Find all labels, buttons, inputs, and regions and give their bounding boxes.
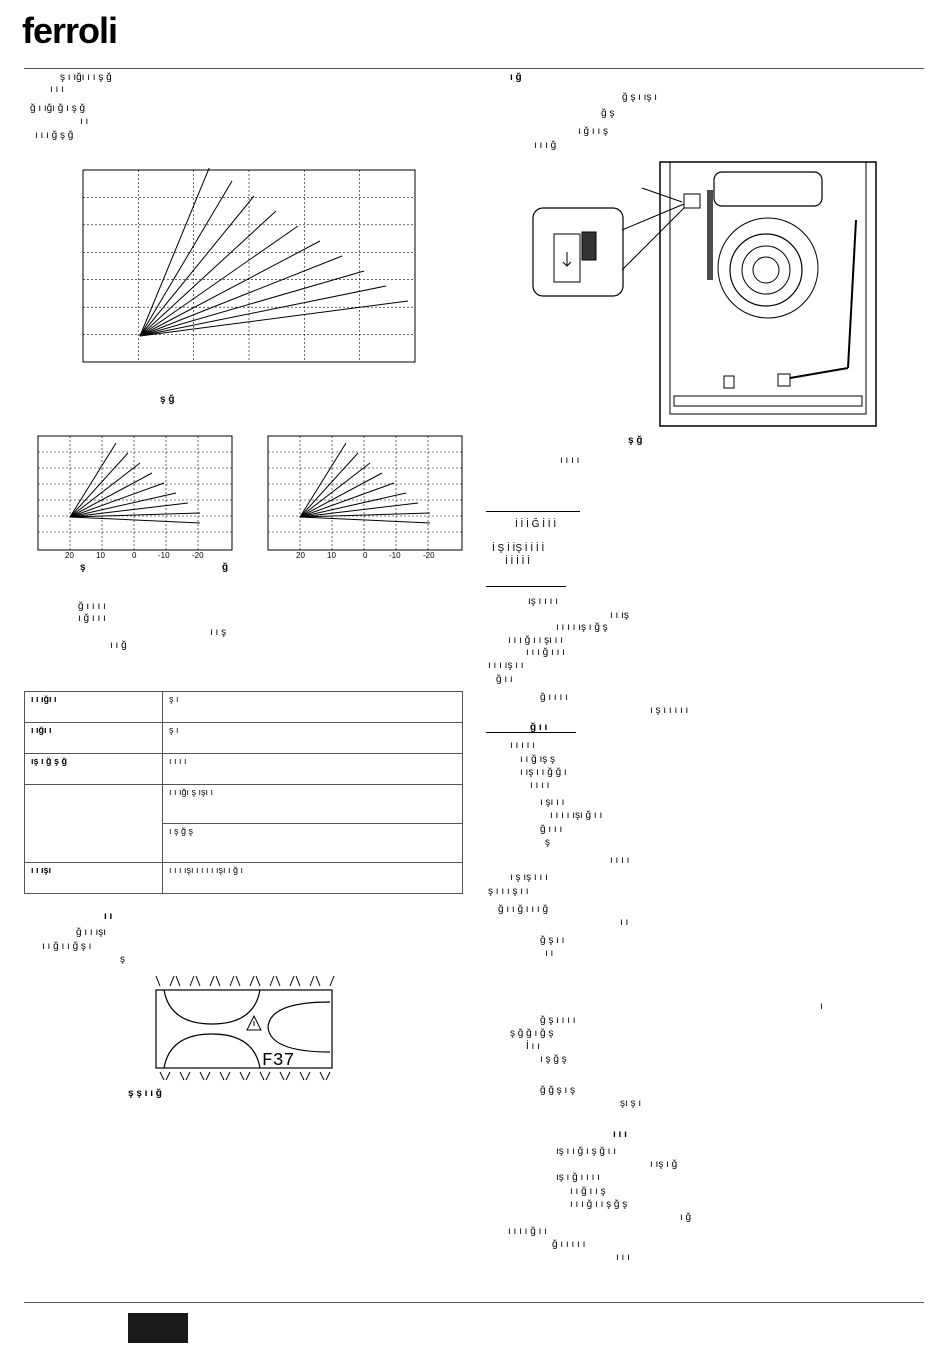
small-chart-left	[36, 435, 234, 551]
blink-ray	[310, 976, 314, 986]
section-line: ı ış ı ı ğ ğ ı	[520, 767, 567, 778]
tick-label: 10	[327, 551, 336, 560]
tick-label: 0	[132, 551, 137, 560]
tick-label: -10	[158, 551, 170, 560]
section-line: İ Ş İ İŞ İ İ İ İ	[492, 543, 545, 554]
blink-ray	[266, 1072, 270, 1080]
section-line: ğ ı ı ı	[540, 824, 563, 835]
blink-ray	[156, 976, 160, 986]
intro-line: ı ı ı ğ ş ğ	[35, 130, 74, 141]
error-code: F37	[262, 1051, 295, 1071]
blink-ray	[190, 976, 194, 986]
section-line: ı ı ı ğ ı ı ı	[526, 647, 565, 658]
display-illustration	[150, 972, 340, 1084]
section-line: İ ı ı	[526, 1041, 540, 1052]
tick-label: 10	[96, 551, 105, 560]
blink-ray	[170, 976, 174, 986]
blink-ray	[246, 1072, 250, 1080]
section-line: ı	[820, 1001, 823, 1012]
display-caption: ş ş ı ı ğ	[128, 1088, 162, 1099]
blink-ray	[306, 1072, 310, 1080]
section-line: ğ ı ı	[496, 674, 513, 685]
blink-ray	[270, 976, 274, 986]
small-chart-right	[266, 435, 464, 551]
section-line: ı ğ	[680, 1212, 692, 1223]
blink-ray	[276, 976, 280, 986]
blink-ray	[160, 1072, 164, 1080]
para-line: ı ı ş	[210, 627, 227, 638]
section-line: ı ş ğ ş	[540, 1054, 567, 1065]
curve-line-4	[70, 473, 152, 517]
section-line: ı ı	[620, 917, 629, 928]
section-line: ı ı ı ı ğ ı ı	[508, 1226, 547, 1237]
curve-line-10	[140, 301, 408, 336]
intro-line: ğ ı ığı ğ ı ş ğ	[30, 103, 86, 114]
blink-ray	[230, 976, 234, 986]
blink-ray	[330, 976, 334, 986]
section-underline	[486, 586, 566, 587]
section-line: şı ş ı	[620, 1098, 642, 1109]
section-underline	[486, 511, 580, 512]
right-head-line: ı ı ı ğ	[534, 140, 557, 151]
blink-ray	[210, 976, 214, 986]
curve-line-3	[140, 196, 254, 336]
section-title: ğ ı ı	[530, 722, 548, 733]
section-line: ğ ı ı ğ ı ı ı ğ	[498, 904, 549, 915]
blink-ray	[176, 976, 180, 986]
section-line: ı ı ış	[610, 610, 629, 621]
curve-line-9	[300, 517, 430, 523]
curve-line-4	[140, 211, 276, 336]
spec-table	[24, 691, 463, 894]
blink-ray	[226, 1072, 230, 1080]
section-line: ğ ş ı ı	[540, 935, 565, 946]
table-row: ı ı ışı ı ı ı ışı ı ı ı ı ışı ı ğ ı	[25, 863, 463, 894]
section-line: ı ı ı ı	[610, 855, 630, 866]
boiler-note: ı ı ı ı	[560, 455, 580, 466]
brand-logo: ferroli	[22, 10, 118, 51]
tick-label: 0	[363, 551, 368, 560]
section-line: ğ ı ı ı ı	[540, 692, 568, 703]
section-line: ı ı ı ı	[530, 780, 550, 791]
para-line: ı ı ğ ı ı ğ ş ı	[42, 941, 92, 952]
curve-line-6	[140, 241, 320, 336]
big-curve-chart	[80, 168, 420, 366]
section-line: ış ı ı ı ı	[528, 596, 559, 607]
blink-ray	[236, 976, 240, 986]
footer-language-tab	[128, 1313, 188, 1343]
curve-line-2	[70, 453, 128, 517]
right-head-line: ı ğ ı ı ş	[578, 126, 609, 137]
boiler-caption: ş ğ	[628, 435, 643, 446]
tick-label: -10	[389, 551, 401, 560]
section-line: ış ı ğ ı ı ı ı	[556, 1172, 600, 1183]
blink-ray	[300, 1072, 304, 1080]
big-chart-caption: ş ğ	[160, 394, 175, 405]
section-line: ı ı ı ı ı	[510, 740, 536, 751]
footer-rule	[24, 1302, 924, 1303]
section-line: ı ı ı ış ı ı	[488, 660, 524, 671]
boiler-diagram	[528, 160, 878, 430]
section-line: ı ı ğ ı ı ş	[570, 1186, 606, 1197]
para-line: ğ ı ı ışı	[76, 927, 107, 938]
right-head-line: ğ ş ı ış ı	[622, 92, 658, 103]
blink-ray	[166, 1072, 170, 1080]
curve-line-9	[140, 286, 386, 336]
small-chart-caption: ş	[80, 562, 86, 573]
section-line: ı ş ı ı ı ı ı	[650, 705, 689, 716]
blink-ray	[180, 1072, 184, 1080]
curve-line-1	[70, 443, 116, 517]
intro-line: ı ı	[80, 116, 89, 127]
table-row: ış ı ğ ş ğ ı ı ı ı	[25, 754, 463, 785]
curve-line-2	[300, 453, 358, 517]
blink-ray	[200, 1072, 204, 1080]
table-row: ı ı ığı ş ışı ı	[25, 785, 463, 824]
blink-ray	[220, 1072, 224, 1080]
para-line: ı ğ ı ı ı	[78, 613, 106, 624]
blink-ray	[250, 976, 254, 986]
section-line: ı ı ı ı ışı ğ ı ı	[550, 810, 603, 821]
blink-ray	[296, 976, 300, 986]
para-line: ş	[120, 954, 125, 965]
section-line: ı ı ğ ış ş	[520, 754, 556, 765]
blink-ray	[260, 1072, 264, 1080]
curve-line-4	[300, 473, 382, 517]
tick-label: -20	[192, 551, 204, 560]
section-line: ş	[545, 837, 550, 848]
blink-ray	[216, 976, 220, 986]
section-line: ş ğ ğ ı ğ ş	[510, 1028, 554, 1039]
curve-line-1	[300, 443, 346, 517]
para-line: ı ı ğ	[110, 640, 127, 651]
blink-ray	[290, 976, 294, 986]
curve-line-7	[140, 256, 342, 336]
blink-ray	[186, 1072, 190, 1080]
blink-ray	[320, 1072, 324, 1080]
drain-valve-icon	[684, 194, 700, 208]
section-line: ı ı ı ı ış ı ğ ş	[556, 622, 608, 633]
section-line: ı ş ış ı ı ı	[510, 872, 548, 883]
intro-line: ı ı ı	[50, 84, 64, 95]
tick-label: 20	[65, 551, 74, 560]
right-head-line: ı ğ	[510, 72, 522, 83]
blink-ray	[206, 1072, 210, 1080]
section-line: ı ış ı ğ	[650, 1159, 678, 1170]
curve-line-8	[140, 271, 364, 336]
table-row: ı ığı ı ş ı	[25, 723, 463, 754]
section-line: İ İ İ Ğ İ İ İ	[515, 519, 557, 530]
header-rule	[24, 68, 924, 69]
section-line: ı ı ı	[616, 1252, 630, 1263]
blink-ray	[326, 1072, 330, 1080]
blink-ray	[196, 976, 200, 986]
section-line: ı ı ı ğ ı ı şı ı ı	[508, 635, 564, 646]
tick-label: -20	[423, 551, 435, 560]
section-line: ş ı ı ı ş ı ı	[488, 886, 529, 897]
section-line: ğ ş ı ı ı ı	[540, 1015, 576, 1026]
section-line: ış ı ı ğ ı ş ğ ı ı	[556, 1146, 617, 1157]
small-chart-caption: ğ	[222, 562, 229, 573]
blink-ray	[240, 1072, 244, 1080]
right-head-line: ğ ş	[601, 108, 615, 119]
section-line: ı şı ı ı	[540, 797, 565, 808]
section-line: ı ı ı ğ ı ı ş ğ ş	[570, 1199, 628, 1210]
blink-ray	[256, 976, 260, 986]
section-line: ğ ı ı ı ı ı	[552, 1239, 586, 1250]
intro-line: ş ı ığı ı ı ş ğ	[60, 72, 112, 83]
section-line: ı ı	[545, 948, 554, 959]
section-line: ğ ğ ş ı ş	[540, 1085, 576, 1096]
curve-line-9	[70, 517, 200, 523]
blink-ray	[316, 976, 320, 986]
table-row: ı ş ğ ş	[25, 824, 463, 863]
section-line: ı ı ı	[613, 1129, 627, 1140]
section-line: İ İ İ İ İ	[505, 556, 531, 567]
tick-label: 20	[296, 551, 305, 560]
para-line: ı ı	[104, 911, 113, 922]
table-row: ı ı ığı ı ş ı	[25, 692, 463, 723]
para-line: ğ ı ı ı ı	[78, 601, 106, 612]
blink-ray	[286, 1072, 290, 1080]
blink-ray	[280, 1072, 284, 1080]
curve-line-2	[140, 181, 232, 336]
